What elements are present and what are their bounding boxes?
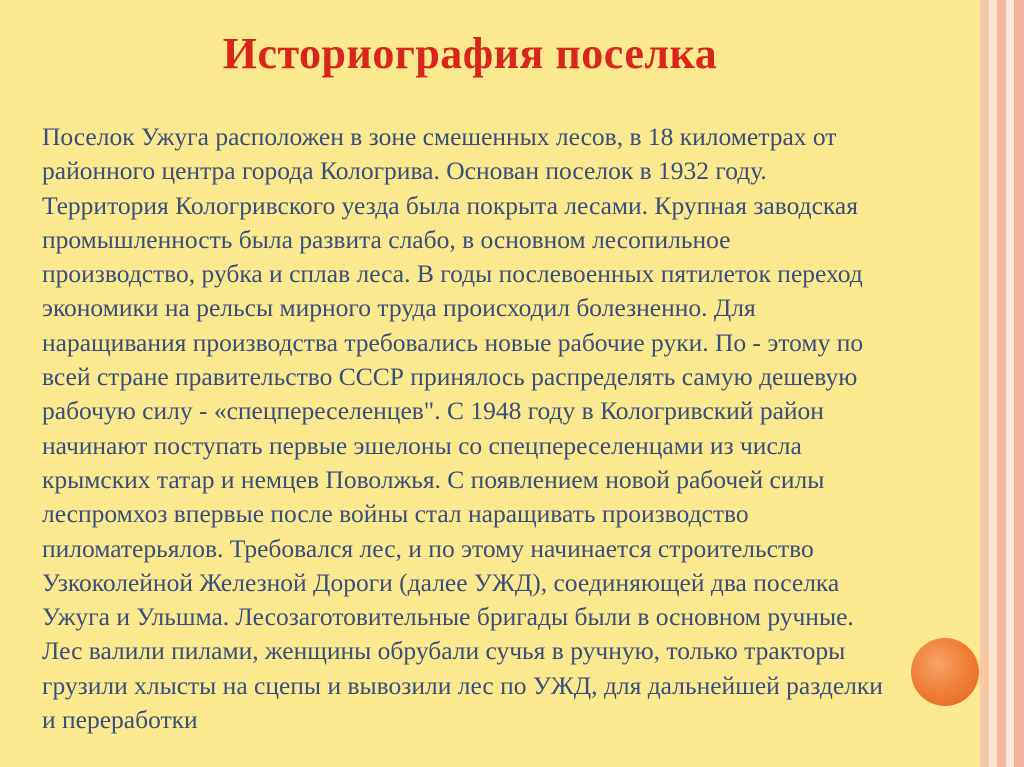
body-line: рабочую силу - «спецпереселенцев". С 1948 году в Кологривский район [42,396,824,426]
body-line: Узкоколейной Железной Дороги (далее УЖД), соединяющей два поселка [42,567,840,597]
body-line: Территория Кологривского уезда была покрыта лесами. Крупная заводская [42,190,858,220]
body-line: леспромхоз впервые после войны стал наращивать производство [42,499,749,529]
body-line: крымских татар и немцев Поволжья. С появлением новой рабочей силы [42,464,825,494]
border-stripe [980,0,989,767]
body-line: районного центра города Кологрива. Основан поселок в 1932 году. [42,156,767,186]
border-stripe [989,0,997,767]
body-line: промышленность была развита слабо, в основном лесопильное [42,224,731,254]
body-line: Лес валили пилами, женщины обрубали сучья в ручную, только тракторы [42,636,846,666]
slide-body-text [42,120,992,737]
body-line: наращивания производства требовались новые рабочие руки. По - этому по [42,327,864,357]
body-line: начинают поступать первые эшелоны со спецпереселенцами из числа [42,430,802,460]
border-stripe [997,0,1006,767]
border-stripe [1014,0,1024,767]
body-line: пиломатерьялов. Требовался лес, и по этому начинается строительство [42,533,814,563]
body-line: Поселок Ужуга расположен в зоне смешенных лесов, в 18 километрах от [42,122,837,151]
decorative-border-stripes [980,0,1024,767]
orange-circle-accent [911,638,979,706]
slide-title: Историография поселка [222,29,718,78]
border-stripe [1006,0,1014,767]
body-line: Ужуга и Ульшма. Лесозаготовительные бригады были в основном ручные. [42,602,854,632]
body-line: грузили хлысты на сцепы и вывозили лес по УЖД, для дальнейшей разделки [42,670,883,700]
body-line: всей стране правительство СССР принялось распределять самую дешевую [42,362,858,392]
body-line: и переработки [42,705,198,735]
body-line: производство, рубка и сплав леса. В годы послевоенных пятилеток переход [42,259,863,289]
body-line: экономики на рельсы мирного труда происходил болезненно. Для [42,293,756,323]
